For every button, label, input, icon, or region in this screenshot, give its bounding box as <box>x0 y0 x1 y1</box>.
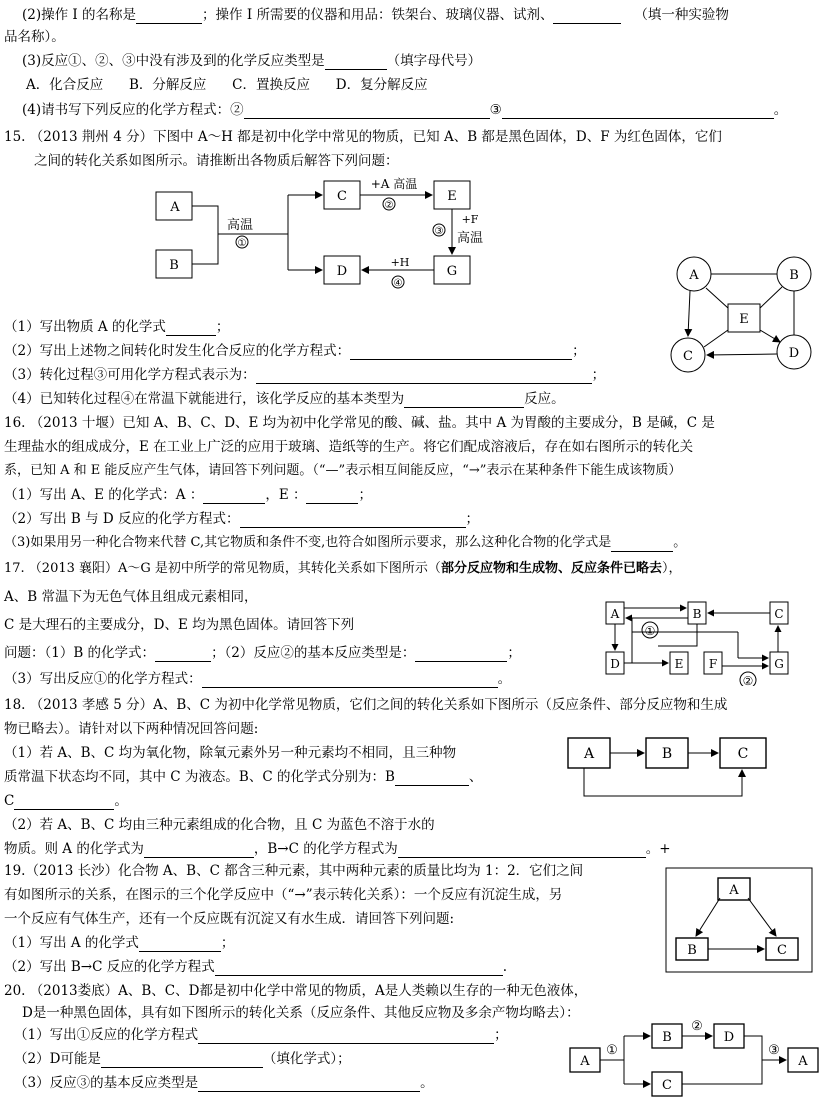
p17-line2: A、B 常温下为无色气体且组成元素相同， <box>4 589 258 605</box>
p18-q1a: （1）若 A、B、C 均为氧化物，除氧元素外另一种元素均不相同，且三种物 <box>4 745 457 761</box>
answer-blank[interactable] <box>136 9 202 24</box>
p20-q2: （2）D可能是 （填化学式）； <box>14 1051 351 1067</box>
p16-diagram <box>666 252 822 380</box>
p18-q1b: 质常温下状态均不同，其中 C 为液态。B、C 的化学式分别为：B 、 <box>4 769 483 785</box>
node-g: G <box>446 264 458 279</box>
answer-blank[interactable] <box>14 795 114 810</box>
p19-q2: （2）写出 B→C 反应的化学方程式 . <box>4 959 508 975</box>
p18-q1d: C 。 <box>4 793 128 809</box>
cond-3a: +F <box>461 213 479 226</box>
answer-blank[interactable] <box>256 369 592 384</box>
p18-q2b: 物质。则 A 的化学式为 ，B→C 的化学方程式为 。+ <box>4 841 671 857</box>
node-c: C <box>777 943 787 958</box>
p17-line3: C 是大理石的主要成分，D、E 均为黑色固体。请回答下列 <box>4 617 355 633</box>
p15-q3: （3）转化过程③可用化学方程式表示为： ； <box>4 367 606 383</box>
cond-3b: 高温 <box>456 231 484 246</box>
node-a: A <box>170 200 180 215</box>
node-d: D <box>610 657 620 671</box>
step-2: ② <box>742 674 754 686</box>
p17-q3: （3）写出反应①的化学方程式： 。 <box>4 671 512 687</box>
p16-q2: （2）写出 B 与 D 反应的化学方程式： ； <box>4 511 479 527</box>
p15-q2: （2）写出上述物之间转化时发生化合反应的化学方程式： ； <box>4 343 586 359</box>
node-a: A <box>583 746 595 762</box>
node-b: B <box>661 746 673 762</box>
p15-q1: （1）写出物质 A 的化学式 ； <box>4 319 230 335</box>
answer-blank[interactable] <box>155 647 211 662</box>
answer-blank[interactable] <box>215 961 503 976</box>
answer-blank[interactable] <box>611 537 673 552</box>
intro-options: A．化合反应 B．分解反应 C．置换反应 D．复分解反应 <box>26 77 428 93</box>
p18-line2: 物已略去）。请针对以下两种情况回答问题: <box>4 721 259 737</box>
p16-line1: 16. （2013 十堰）已知 A、B、C、D、E 均为初中化学常见的酸、碱、盐。其中 A 为胃酸的主要成分，B 是碱，C 是 <box>4 415 715 431</box>
node-a: A <box>689 268 699 283</box>
answer-blank[interactable] <box>553 9 621 24</box>
cond-1: 高温 <box>226 218 254 233</box>
step-3: ③ <box>768 1043 780 1058</box>
node-e: E <box>674 657 684 671</box>
step-1: ① <box>606 1043 618 1058</box>
node-c: C <box>662 1078 672 1093</box>
p17-line1: 17. （2013 襄阳）A～G 是初中所学的常见物质，其转化关系如下图所示（部分反应物和生成物、反应条件已略去）， <box>4 561 682 576</box>
node-d: D <box>336 264 348 279</box>
p16-line3: 系，已知 A 和 E 能反应产生气体，请回答下列问题。（“—”表示相互间能反应，“→”表示在某种条件下能生成该物质） <box>4 463 682 478</box>
node-c: C <box>737 746 749 762</box>
answer-blank[interactable] <box>198 1029 494 1044</box>
p16-q3: （3)如果用另一种化合物来代替 C,其它物质和条件不变,也符合如图所示要求，那么这种化合物的化学式是 。 <box>4 535 687 550</box>
p19-line2: 有如图所示的关系，在图示的三个化学反应中（“→”表示转化关系）：一个反应有沉淀生成，另 <box>4 887 563 903</box>
node-a: A <box>729 883 739 898</box>
node-a: A <box>580 1054 590 1069</box>
node-c: C <box>683 349 693 364</box>
p16-q1: （1）写出 A、E 的化学式：A ： ，E ： ； <box>4 487 372 503</box>
intro-q4: (4)请书写下列反应的化学方程式：② ③ 。 <box>22 102 788 118</box>
answer-blank[interactable] <box>398 843 646 858</box>
node-e: E <box>447 189 457 204</box>
answer-blank[interactable] <box>325 55 387 70</box>
answer-blank[interactable] <box>144 843 254 858</box>
answer-blank[interactable] <box>415 647 507 662</box>
node-e: E <box>739 312 749 327</box>
answer-blank[interactable] <box>203 489 265 504</box>
answer-blank[interactable] <box>244 104 490 119</box>
node-b: B <box>169 258 179 273</box>
intro-q3: (3)反应①、②、③中没有涉及到的化学反应类型是 （填字母代号） <box>22 53 482 69</box>
answer-blank[interactable] <box>202 673 498 688</box>
answer-blank[interactable] <box>502 104 774 119</box>
step-4: ④ <box>393 278 403 289</box>
p20-q1: （1）写出①反应的化学方程式 ； <box>14 1027 508 1043</box>
p15-diagram <box>140 172 500 297</box>
cond-4: +H <box>390 256 410 269</box>
answer-blank[interactable] <box>166 321 216 336</box>
p15-line1: 15. （2013 荆州 4 分）下图中 A～H 都是初中化学中常见的物质，已知 A、B 都是黑色固体，D、F 为红色固体，它们 <box>4 129 722 145</box>
step-1: ① <box>237 238 247 249</box>
p18-line1: 18. （2013 孝感 5 分）A、B、C 为初中化学常见物质，它们之间的转化关系如下图所示（反应条件、部分反应物和生成 <box>4 697 728 713</box>
node-b: B <box>687 943 697 958</box>
answer-blank[interactable] <box>350 345 572 360</box>
node-d: D <box>723 1030 735 1045</box>
intro-q2-cont: 品名称）。 <box>4 29 65 45</box>
step-1: ① <box>644 624 656 638</box>
p15-q4: （4）已知转化过程④在常温下就能进行，该化学反应的基本类型为 反应。 <box>4 391 565 407</box>
p15-line2: 之间的转化关系如图所示。请推断出各物质后解答下列问题： <box>34 153 399 169</box>
p20-diagram <box>566 1016 820 1099</box>
p19-diagram <box>664 866 816 974</box>
p18-diagram <box>558 730 778 808</box>
p17-q1: 问题：（1）B 的化学式： ；（2）反应②的基本反应类型是： ； <box>4 645 521 661</box>
node-b: B <box>662 1030 672 1045</box>
p20-line1: 20. （2013娄底）A、B、C、D都是初中化学中常见的物质，A是人类赖以生存的一种无色液体， <box>4 983 588 999</box>
node-f: F <box>708 657 718 671</box>
p20-q3: （3）反应③的基本反应类型是 。 <box>14 1075 434 1091</box>
p19-q1: （1）写出 A 的化学式 ； <box>4 935 235 951</box>
p19-line1: 19.（2013 长沙）化合物 A、B、C 都含三种元素，其中两种元素的质量比均为 1：2．它们之间 <box>4 863 584 879</box>
node-a2: A <box>798 1054 808 1069</box>
p18-q2a: （2）若 A、B、C 均由三种元素组成的化合物，且 C 为蓝色不溶于水的 <box>4 817 435 833</box>
answer-blank[interactable] <box>306 489 358 504</box>
step-2: ② <box>691 1019 703 1034</box>
p19-line3: 一个反应有气体生产，还有一个反应既有沉淀又有水生成．请回答下列问题: <box>4 911 455 927</box>
node-c: C <box>337 189 347 204</box>
step-3: ③ <box>434 226 444 237</box>
p17-diagram <box>598 594 798 686</box>
cond-2: +A 高温 <box>370 177 418 191</box>
answer-blank[interactable] <box>240 513 466 528</box>
intro-q2: (2)操作 I 的名称是 ；操作 I 所需要的仪器和用品：铁架台、玻璃仪器、试剂、 （填一种实验物 <box>22 7 729 23</box>
answer-blank[interactable] <box>101 1053 263 1068</box>
node-g: G <box>774 657 784 671</box>
step-2: ② <box>384 200 394 211</box>
answer-blank[interactable] <box>395 771 469 786</box>
node-d: D <box>788 346 800 361</box>
node-b: B <box>789 268 799 283</box>
answer-blank[interactable] <box>139 937 221 952</box>
node-b: B <box>692 607 702 621</box>
node-c: C <box>774 607 784 621</box>
node-a: A <box>610 607 620 621</box>
answer-blank[interactable] <box>404 393 524 408</box>
answer-blank[interactable] <box>198 1077 420 1092</box>
p16-line2: 生理盐水的组成成分，E 在工业上广泛的应用于玻璃、造纸等的生产。将它们配成溶液后，存在如右图所示的转化关 <box>4 439 694 455</box>
p20-line2: D是一种黑色固体，具有如下图所示的转化关系（反应条件、其他反应物及多余产物均略去）： <box>22 1005 580 1021</box>
